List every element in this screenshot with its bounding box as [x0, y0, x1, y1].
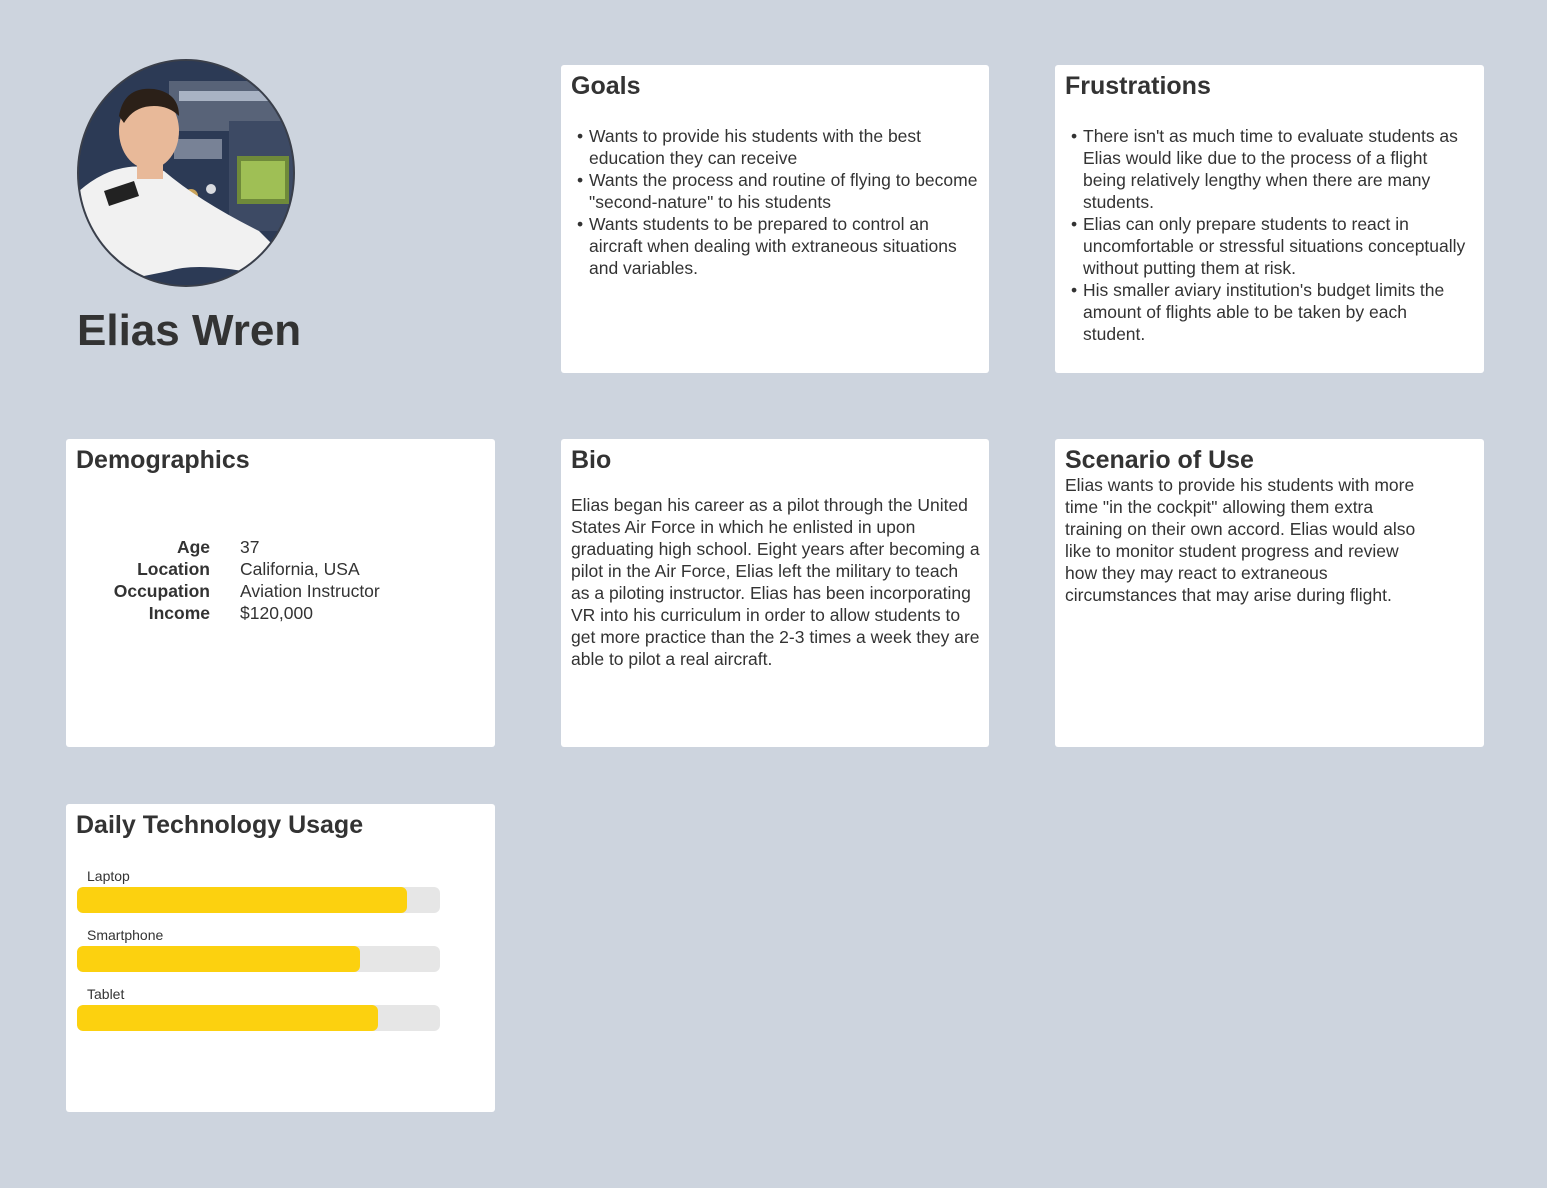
frustration-item: • There isn't as much time to evaluate students as Elias would like due to the process of a flight being relatively lengthy when there are many students. — [1065, 125, 1474, 213]
demographics-value: California, USA — [240, 559, 360, 579]
usage-item-laptop — [77, 868, 440, 913]
persona-name: Elias Wren — [77, 306, 302, 355]
usage-fill — [77, 1005, 378, 1031]
demographics-title: Demographics — [76, 446, 250, 474]
tech-usage-card — [66, 804, 495, 1112]
usage-label: Laptop — [87, 868, 130, 884]
tech-usage-title: Daily Technology Usage — [76, 811, 364, 839]
demographics-label: Location — [137, 559, 210, 579]
frustration-item: • Elias can only prepare students to react in uncomfortable or stressful situations conceptually without putting them at risk. — [1065, 213, 1474, 279]
usage-fill — [77, 887, 407, 913]
demographics-row — [66, 580, 495, 602]
usage-fill — [77, 946, 360, 972]
scenario-title: Scenario of Use — [1065, 446, 1254, 474]
goals-card — [561, 65, 989, 373]
usage-label: Smartphone — [87, 927, 164, 943]
bio-text: Elias began his career as a pilot through the United States Air Force in which he enlisted in upon graduating high school. Eight years after becoming a pilot in the Air Force, Elias left the military to teach as a piloting instructor. Elias has been incorporating VR into his curriculum in order to allow students to get more practice than the 2-3 times a week they are able to pilot a real aircraft. — [571, 495, 980, 669]
scenario-card — [1055, 439, 1484, 747]
goal-item: • Wants to provide his students with the best education they can receive — [571, 125, 979, 169]
frustrations-card — [1055, 65, 1484, 373]
demographics-label: Age — [176, 537, 210, 557]
demographics-value: 37 — [240, 537, 260, 557]
goals-title: Goals — [571, 72, 641, 100]
bio-card — [561, 439, 989, 747]
frustrations-list — [1065, 125, 1474, 345]
demographics-row — [66, 558, 495, 580]
goal-item: • Wants students to be prepared to control an aircraft when dealing with extraneous situations and variables. — [571, 213, 979, 279]
demographics-row — [66, 602, 495, 624]
goals-list — [571, 125, 979, 279]
demographics-label: Occupation — [113, 581, 210, 601]
usage-item-tablet — [77, 986, 440, 1031]
pilot-photo-icon — [79, 61, 295, 287]
goal-item: • Wants the process and routine of flying to become "second-nature" to his students — [571, 169, 979, 213]
usage-track — [77, 946, 440, 972]
avatar — [77, 59, 295, 287]
demographics-value: Aviation Instructor — [240, 581, 380, 601]
demographics-card — [66, 439, 495, 747]
usage-track — [77, 1005, 440, 1031]
scenario-text: Elias wants to provide his students with more time "in the cockpit" allowing them extra training on their own accord. Elias would also like to monitor student progress and review how they may react to extraneous circumstances that may arise during flight. — [1065, 475, 1416, 605]
demographics-table — [66, 536, 495, 624]
demographics-label: Income — [148, 603, 210, 623]
usage-label: Tablet — [87, 986, 125, 1002]
frustrations-title: Frustrations — [1065, 72, 1211, 100]
demographics-row — [66, 536, 495, 558]
usage-track — [77, 887, 440, 913]
usage-item-smartphone — [77, 927, 440, 972]
frustration-item: • His smaller aviary institution's budget limits the amount of flights able to be taken by each student. — [1065, 279, 1474, 345]
bio-title: Bio — [571, 446, 612, 474]
demographics-value: $120,000 — [240, 603, 313, 623]
